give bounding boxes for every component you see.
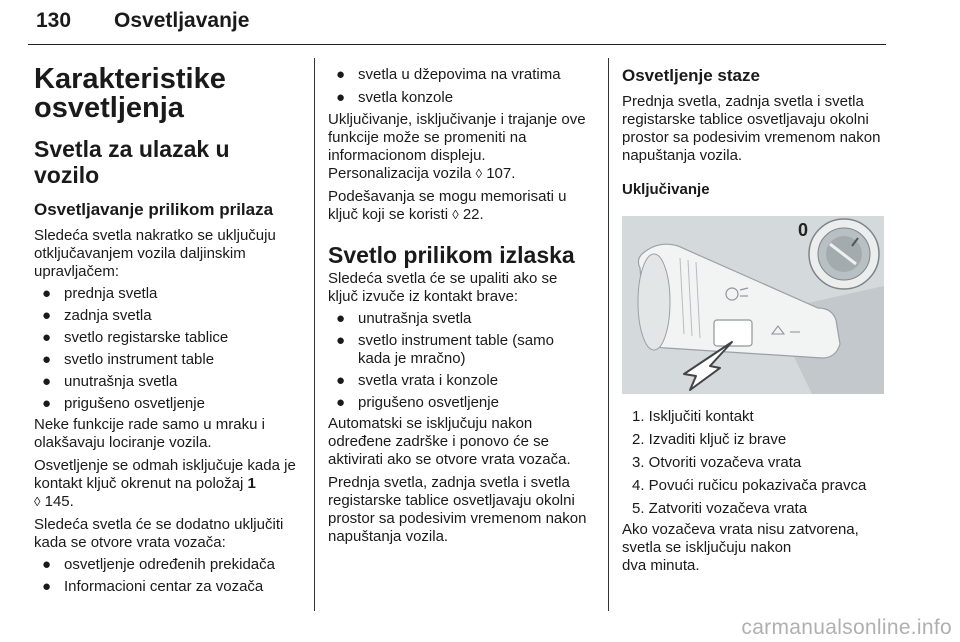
continued-list <box>328 66 590 107</box>
list-item: ● prigušeno osvetljenje <box>336 394 499 411</box>
list-item: ● svetla konzole <box>336 89 454 106</box>
column-divider-1 <box>314 58 315 611</box>
section-heading: Osvetljavanje prilikom prilaza <box>34 200 274 219</box>
page-ref-icon: ◊ <box>452 207 459 222</box>
paragraph: Prednja svetla, zadnja svetla i svetla registarske tablice osvetljavaju okolni prostor sa podesivim vremenom nakon napuštanja vozila. <box>328 474 587 545</box>
list-item: ● unutrašnja svetla <box>336 310 472 327</box>
page-number: 130 <box>36 9 72 32</box>
list-item: ● prigušeno osvetljenje <box>42 395 205 412</box>
steps-list <box>622 408 888 518</box>
list-item: ● osvetljenje određenih prekidača <box>42 556 275 573</box>
list-item: ● svetlo registarske tablice <box>42 329 229 346</box>
paragraph: Osvetljenje se odmah isključuje kada je kontakt ključ okrenut na položaj 1 ◊ 145. <box>34 457 296 510</box>
paragraph: Podešavanja se mogu memorisati u ključ koji se koristi ◊ 22. <box>328 188 567 223</box>
watermark: carmanualsonline.info <box>741 616 952 639</box>
page-header <box>28 6 886 45</box>
page-ref-icon: ◊ <box>34 494 41 509</box>
exit-lights-list <box>328 310 590 412</box>
intro-paragraph: Sledeća svetla nakratko se uključuju otključavanjem vozila daljinskim upravljačem: <box>34 227 276 280</box>
list-item: 3. Otvoriti vozačeva vrata <box>632 454 802 471</box>
turn-signal-lever-illustration <box>622 216 884 394</box>
list-item: ● svetlo instrument table <box>42 351 215 368</box>
section-title: Svetlo prilikom izlaska <box>328 242 575 268</box>
list-item: ● svetla u džepovima na vratima <box>336 66 561 83</box>
column-1 <box>34 58 300 596</box>
list-item: 5. Zatvoriti vozačeva vrata <box>632 500 808 517</box>
page-ref-link[interactable]: 22. <box>462 206 484 223</box>
list-item: ● svetlo instrument table (samo kada je mračno) <box>336 332 554 367</box>
list-item: 2. Izvaditi ključ iz brave <box>632 431 787 448</box>
approach-lights-list <box>34 285 300 413</box>
paragraph: Sledeća svetla će se dodatno uključiti kada se otvore vrata vozača: <box>34 516 284 551</box>
paragraph: Ako vozačeva vrata nisu zatvorena, svetla se isključuju nakon dva minuta. <box>622 521 859 574</box>
paragraph: Prednja svetla, zadnja svetla i svetla registarske tablice osvetljavaju okolni prostor sa podesivim vremenom nakon napuštanja vozila. <box>622 93 881 164</box>
column-3 <box>622 58 888 575</box>
list-item: ● Informacioni centar za vozača <box>42 578 264 595</box>
paragraph: Automatski se isključuju nakon određene zadrške i ponovo će se aktivirati ako se otvore vrata vozača. <box>328 415 571 468</box>
ignition-position-label: 0 <box>798 220 809 240</box>
chapter-title: Osvetljavanje <box>114 9 250 32</box>
page-ref-link[interactable]: 145. <box>44 493 74 510</box>
door-lights-list <box>34 556 300 596</box>
list-item: ● svetla vrata i konzole <box>336 372 499 389</box>
list-item: 1. Isključiti kontakt <box>632 408 754 425</box>
column-divider-2 <box>608 58 609 611</box>
list-item: ● zadnja svetla <box>42 307 152 324</box>
section-title: Svetla za ulazak u vozilo <box>34 136 230 188</box>
column-2 <box>328 58 590 546</box>
sub-heading: Uključivanje <box>622 181 710 198</box>
paragraph: Uključivanje, isključivanje i trajanje ove funkcije može se promeniti na informacionom displeju. Personalizacija vozila ◊ 107. <box>328 111 586 182</box>
paragraph: Sledeća svetla će se upaliti ako se ključ izvuče iz kontakt brave: <box>328 270 558 305</box>
list-item: 4. Povući ručicu pokazivača pravca <box>632 477 867 494</box>
paragraph: Neke funkcije rade samo u mraku i olakšavaju lociranje vozila. <box>34 416 265 451</box>
page-ref-icon: ◊ <box>475 166 483 181</box>
list-item: ● prednja svetla <box>42 285 158 302</box>
list-item: ● unutrašnja svetla <box>42 373 178 390</box>
lever-drawing-svg <box>622 216 884 394</box>
page-ref-link[interactable]: 107. <box>486 165 516 182</box>
section-heading: Osvetljenje staze <box>622 66 760 85</box>
main-title: Karakteristike osvetljenja <box>34 63 226 124</box>
